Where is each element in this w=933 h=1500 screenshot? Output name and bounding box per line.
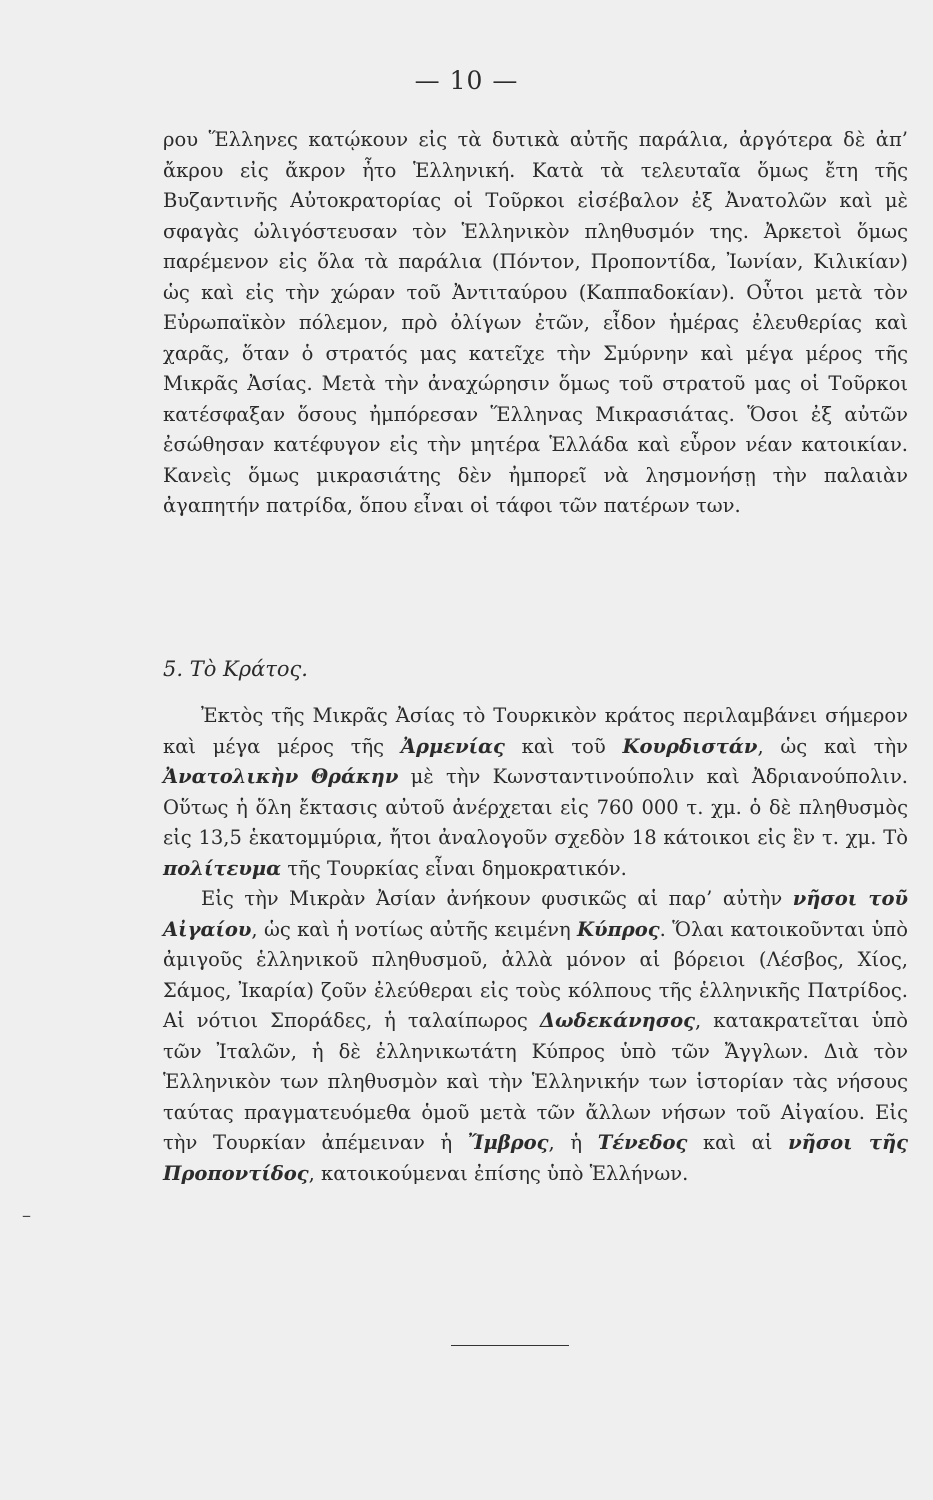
emphasis-tenedos: Τένεδος [597,1131,688,1154]
emphasis-armenia: Ἀρμενίας [400,734,505,758]
text-run: μὲ τὴν Κωνσταντινούπολιν καὶ Ἀδριανούπολιν. Οὕτως ἡ ὅλη ἔκτασις αὐτοῦ ἀνέρχεται εἰς 760 000 τ. χμ. ὁ δὲ πληθυσμὸς εἰς 13,5 ἑκατομμύρια, ἤτοι ἀναλογοῦν σχεδὸν 18 κάτοικοι εἰς ἓν τ. χμ. Τὸ [163,765,909,849]
text-run: , κατοικούμεναι ἐπίσης ὑπὸ Ἑλλήνων. [308,1161,689,1185]
margin-dash-mark: – [22,1205,31,1226]
emphasis-dodecanese: Δωδεκάνησος [539,1009,696,1032]
paragraph-turkish-state [163,701,908,884]
emphasis-imbros: Ἴμβρος [467,1131,549,1154]
emphasis-propontis-islands: νῆσοι τῆς Προποντίδος [163,1131,909,1185]
emphasis-east-thrace: Ἀνατολικὴν Θράκην [163,765,399,788]
body-text-state [163,701,908,1189]
text-run: Εἰς τὴν Μικρὰν Ἀσίαν ἀνήκουν φυσικῶς αἱ παρ’ αὐτὴν [201,887,793,910]
emphasis-cyprus: Κύπρος [577,917,660,941]
page-number: — 10 — [414,66,519,95]
text-run: καὶ τοῦ [504,734,623,758]
text-run: , ἡ [548,1131,598,1154]
paragraph-asia-minor-history: ρου Ἕλληνες κατῴκουν εἰς τὰ δυτικὰ αὐτῆς παράλια, ἀργότερα δὲ ἀπ’ ἄκρου εἰς ἄκρον ἦτο Ἑλληνική. Κατὰ τὰ τελευταῖα ὅμως ἔτη τῆς Βυζαντινῆς Αὐτοκρατορίας οἱ Τοῦρκοι εἰσέβαλον ἐξ Ἀνατολῶν καὶ μὲ σφαγὰς ὠλιγόστευσαν τὸν Ἑλληνικὸν πληθυσμόν της. Ἀρκετοὶ ὅμως παρέμενον εἰς ὅλα τὰ παράλια (Πόντον, Προποντίδα, Ἰωνίαν, Κιλικίαν) ὡς καὶ εἰς τὴν χώραν τοῦ Ἀντιταύρου (Καππαδοκίαν). Οὗτοι μετὰ τὸν Εὐρωπαϊκὸν πόλεμον, πρὸ ὀλίγων ἐτῶν, εἶδον ἡμέρας ἐλευθερίας καὶ χαρᾶς, ὅταν ὁ στρατός μας κατεῖχε τὴν Σμύρνην καὶ μέγα μέρος τῆς Μικρᾶς Ἀσίας. Μετὰ τὴν ἀναχώρησιν ὅμως τοῦ στρατοῦ μας οἱ Τοῦρκοι κατέσφαξαν ὅσους ἠμπόρεσαν Ἕλληνας Μικρασιάτας. Ὅσοι ἐξ αὐτῶν ἐσώθησαν κατέφυγον εἰς τὴν μητέρα Ἑλλάδα καὶ εὗρον νέαν κατοικίαν. Κανεὶς ὅμως μικρασιάτης δὲν ἠμπορεῖ νὰ λησμονήσῃ τὴν παλαιὰν ἀγαπητήν πατρίδα, ὅπου εἶναι οἱ τάφοι τῶν πατέρων των. [163,128,908,517]
text-run: . Ὅλαι κατοικοῦνται ὑπὸ ἀμιγοῦς ἑλληνικοῦ πληθυσμοῦ, ἀλλὰ μόνον αἱ βόρειοι (Λέσβος, Χίος, Σάμος, Ἰκαρία) ζοῦν ἐλεύθεραι εἰς τοὺς κόλπους τῆς ἑλληνικῆς Πατρίδος. Αἱ νότιοι Σποράδες, ἡ ταλαίπωρος [163,917,908,1032]
text-run: Ἐκτὸς τῆς Μικρᾶς Ἀσίας τὸ Τουρκικὸν κράτος περιλαμβάνει σήμερον καὶ μέγα μέρος τῆς [163,704,908,758]
text-run: , ὡς καὶ ἡ νοτίως αὐτῆς κειμένη [251,917,578,941]
text-run: , κατακρατεῖται ὑπὸ τῶν Ἰταλῶν, ἡ δὲ ἑλληνικωτάτη Κύπρος ὑπὸ τῶν Ἄγγλων. Διὰ τὸν Ἑλληνικὸν των πληθυσμὸν καὶ τὴν Ἑλληνικήν των ἱστορίαν τὰς νήσους ταύτας πραγματευόμεθα ὁμοῦ μετὰ τῶν ἄλλων νήσων τοῦ Αἰγαίου. Εἰς τὴν Τουρκίαν ἀπέμειναν ἡ [163,1009,908,1154]
text-run: , ὡς καὶ τὴν [757,734,909,758]
end-rule [451,1345,569,1346]
emphasis-kurdistan: Κουρδιστάν [622,734,758,758]
emphasis-politeuma: πολίτευμα [163,856,282,880]
text-run: τῆς Τουρκίας εἶναι δημοκρατικόν. [281,856,627,880]
text-run: καὶ αἱ [687,1131,789,1154]
section-heading: 5. Τὸ Κράτος. [163,657,308,681]
body-text-top [163,125,908,522]
emphasis-aegean-islands: νῆσοι τοῦ Αἰγαίου [163,887,908,941]
paragraph-aegean-islands [163,884,908,1189]
